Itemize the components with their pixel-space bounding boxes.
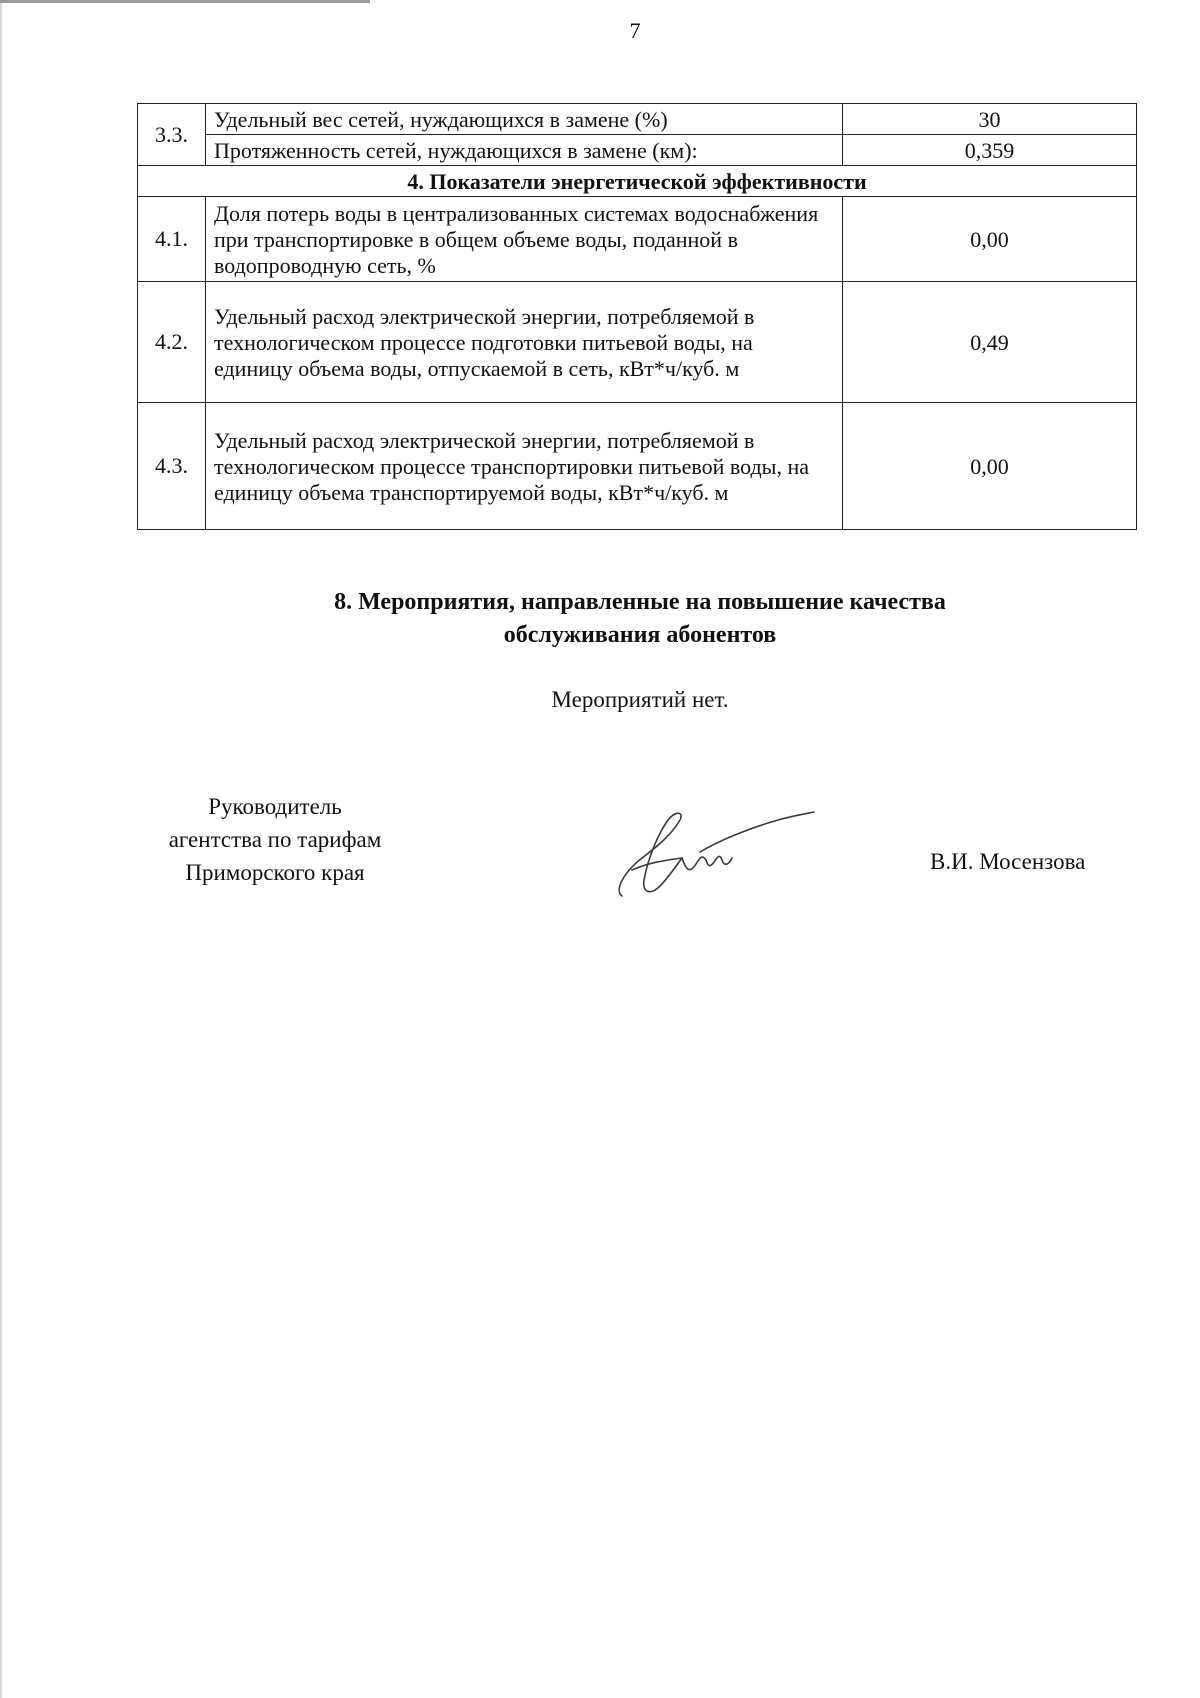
row-number: 3.3. xyxy=(138,104,206,166)
indicator-value: 0,359 xyxy=(843,135,1137,166)
section-8-body: Мероприятий нет. xyxy=(551,687,729,712)
table-row xyxy=(138,104,1137,135)
handwritten-signature xyxy=(610,800,850,910)
signer-name: В.И. Мосензова xyxy=(930,849,1086,874)
table-section-header xyxy=(138,166,1137,197)
row-number: 4.1. xyxy=(138,197,206,282)
page-number: 7 xyxy=(629,18,641,43)
signer-title-line2: агентства по тарифам xyxy=(168,827,382,852)
scan-top-edge xyxy=(0,0,370,3)
section-8-title-line2: обслуживания абонентов xyxy=(503,622,777,648)
row-number: 4.3. xyxy=(138,403,206,530)
indicators-table xyxy=(137,103,1137,530)
signer-title-line1: Руководитель xyxy=(208,794,342,819)
signer-title-line3: Приморского края xyxy=(185,860,365,885)
indicator-value: 30 xyxy=(843,104,1137,135)
table-row xyxy=(138,135,1137,166)
table-row xyxy=(138,403,1137,530)
section-8-heading xyxy=(210,586,1070,652)
signer-title xyxy=(130,790,420,889)
indicator-value: 0,00 xyxy=(843,403,1137,530)
indicator-name: Удельный расход электрической энергии, потребляемой в технологическом процессе транспортировки питьевой воды, на единицу объема транспортируемой воды, кВт*ч/куб. м xyxy=(206,403,843,530)
indicator-name: Удельный вес сетей, нуждающихся в замене (%) xyxy=(206,104,843,135)
section-8-title-line1: 8. Мероприятия, направленные на повышение качества xyxy=(334,589,946,615)
indicator-value: 0,00 xyxy=(843,197,1137,282)
indicator-value: 0,49 xyxy=(843,282,1137,403)
scan-left-edge xyxy=(0,0,3,1698)
row-number: 4.2. xyxy=(138,282,206,403)
indicator-name: Удельный расход электрической энергии, потребляемой в технологическом процессе подготовки питьевой воды, на единицу объема воды, отпускаемой в сеть, кВт*ч/куб. м xyxy=(206,282,843,403)
section-4-title: 4. Показатели энергетической эффективности xyxy=(138,166,1137,197)
table-row xyxy=(138,282,1137,403)
indicator-name: Доля потерь воды в централизованных системах водоснабжения при транспортировке в общем объеме воды, поданной в водопроводную сеть, % xyxy=(206,197,843,282)
indicator-name: Протяженность сетей, нуждающихся в замене (км): xyxy=(206,135,843,166)
table-row xyxy=(138,197,1137,282)
